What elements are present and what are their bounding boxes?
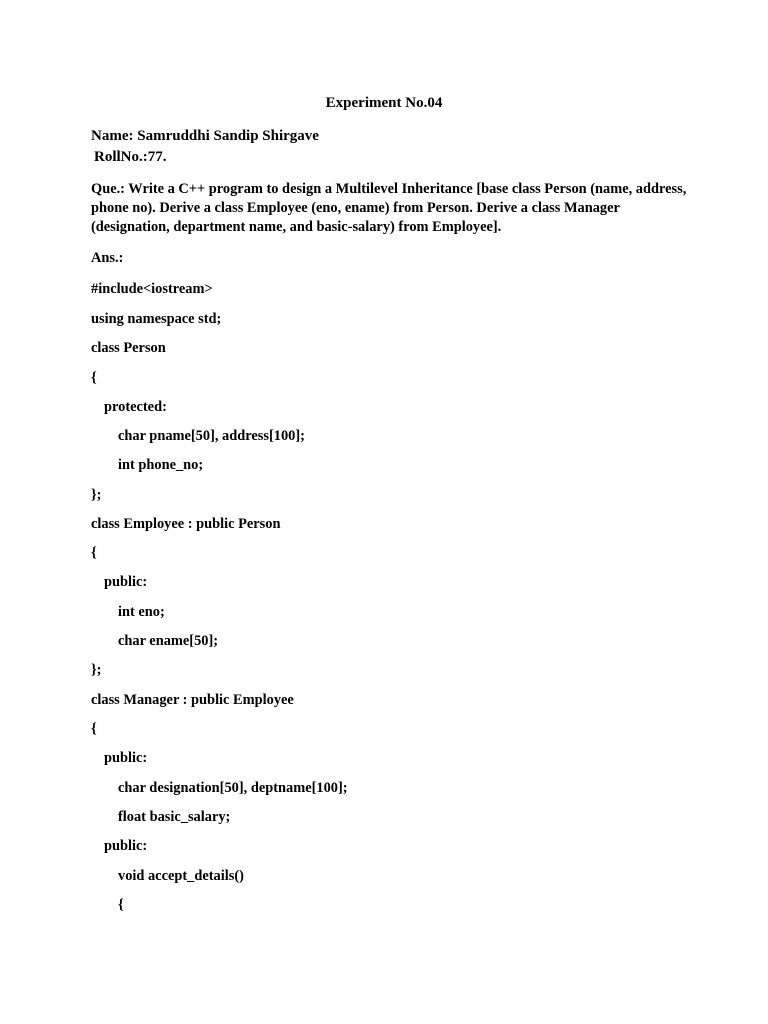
code-line-brace-open: { [91, 370, 97, 386]
code-line-brace-open: { [91, 545, 97, 561]
code-line-brace-open: { [118, 897, 124, 913]
code-line-class-manager: class Manager : public Employee [91, 692, 294, 708]
code-line-class-employee: class Employee : public Person [91, 516, 281, 532]
code-line-basic-salary: float basic_salary; [118, 809, 231, 825]
code-line-phone-no: int phone_no; [118, 457, 204, 473]
code-line-brace-open: { [91, 721, 97, 737]
code-line-accept-details: void accept_details() [118, 868, 244, 884]
experiment-title: Experiment No.04 [325, 95, 443, 111]
code-line-brace-close: }; [91, 662, 102, 678]
code-line-include: #include<iostream> [91, 281, 213, 297]
code-line-namespace: using namespace std; [91, 311, 222, 327]
code-line-class-person: class Person [91, 340, 166, 356]
student-name: Name: Samruddhi Sandip Shirgave [91, 128, 319, 144]
code-line-public: public: [104, 574, 148, 590]
code-line-eno: int eno; [118, 604, 165, 620]
code-line-brace-close: }; [91, 487, 102, 503]
question-text: Que.: Write a C++ program to design a Multilevel Inheritance [base class Person (name, address, phone no). Derive a class Employee (eno, ename) from Person. Derive a class Manager (designation, department name, and basic-salary) from Employee]. [91, 181, 687, 235]
code-line-designation-deptname: char designation[50], deptname[100]; [118, 780, 348, 796]
code-line-pname-address: char pname[50], address[100]; [118, 428, 305, 444]
code-line-protected: protected: [104, 399, 167, 415]
code-line-public: public: [104, 750, 148, 766]
roll-number: RollNo.:77. [94, 149, 167, 165]
code-line-ename: char ename[50]; [118, 633, 219, 649]
code-line-public: public: [104, 838, 148, 854]
answer-label: Ans.: [91, 250, 124, 266]
